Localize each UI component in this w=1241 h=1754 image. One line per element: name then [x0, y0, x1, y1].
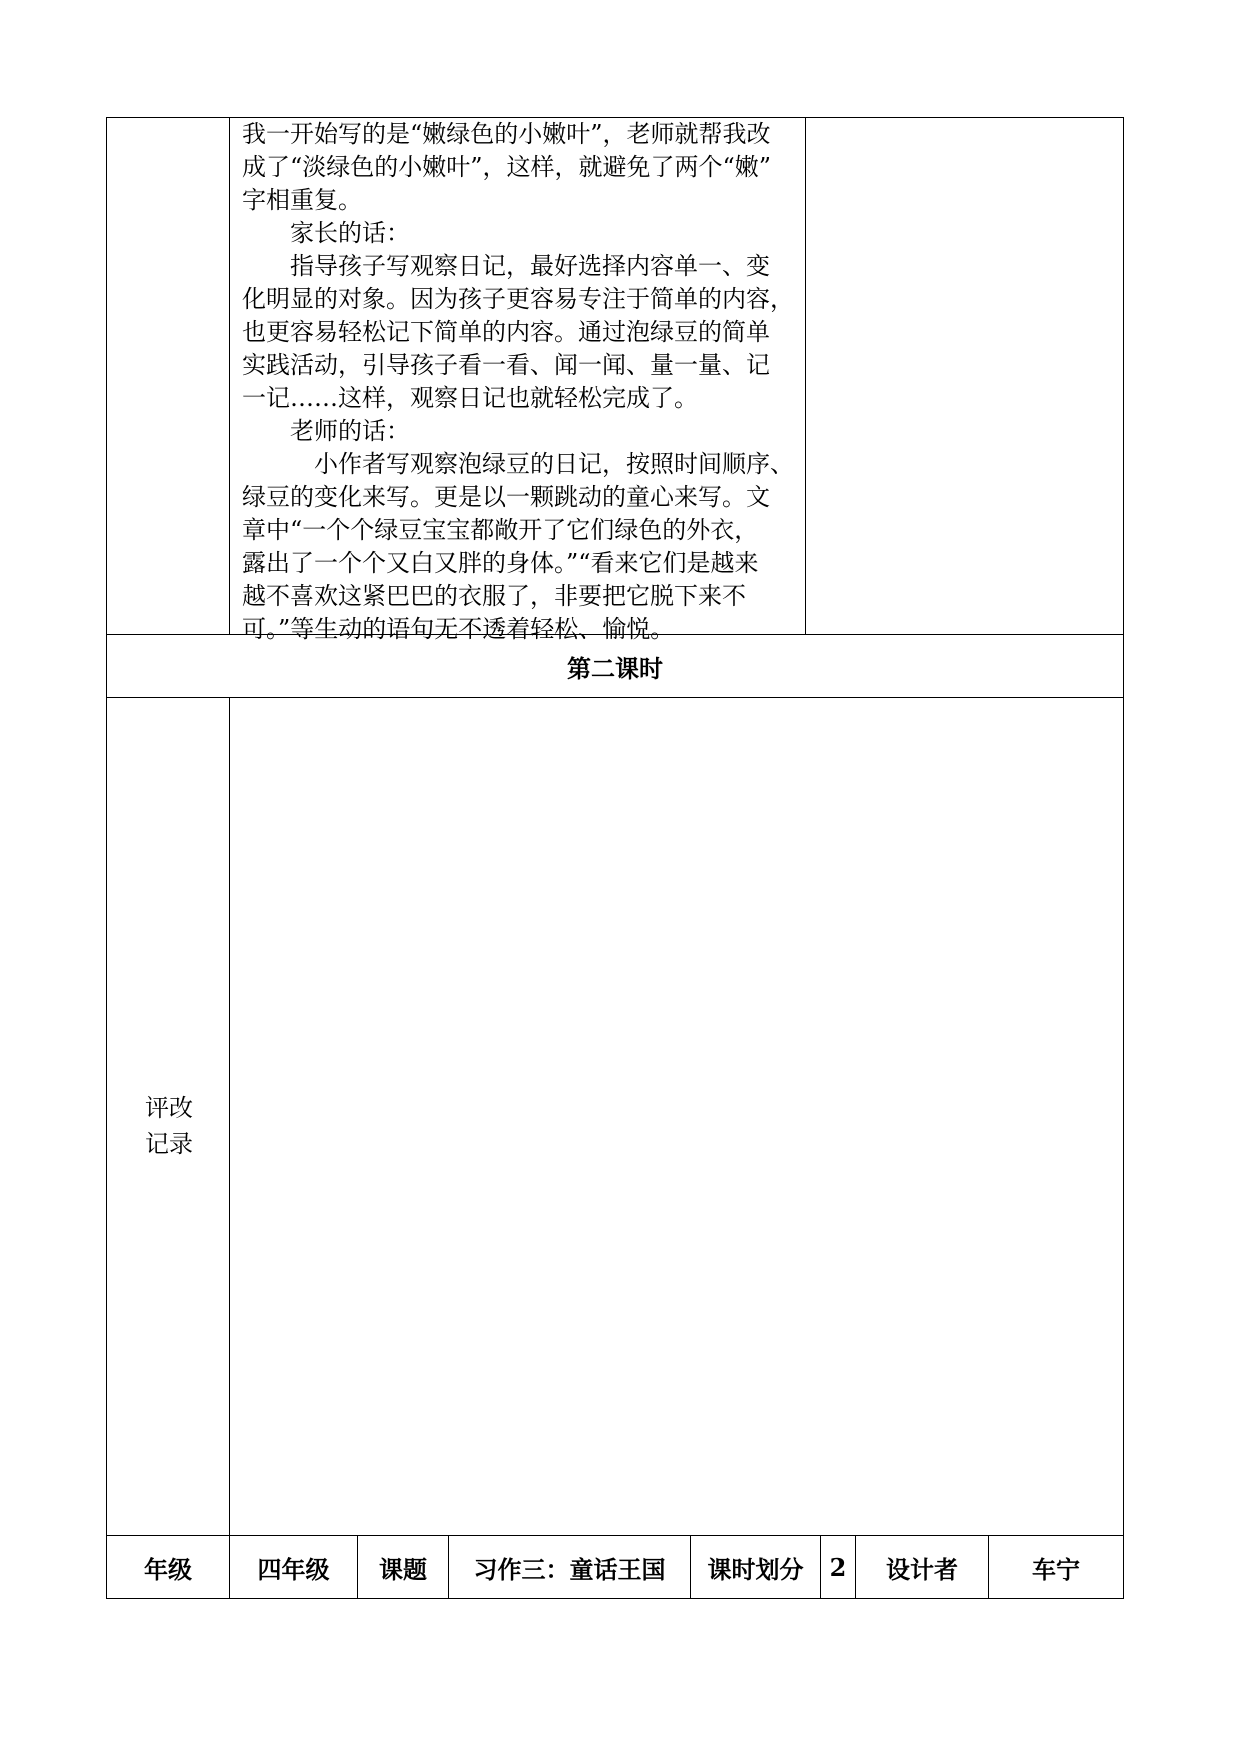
periods-label: 课时划分 — [707, 1554, 804, 1584]
continued-text — [242, 118, 802, 646]
table-border-right — [1123, 117, 1124, 1599]
col-divider-a — [229, 117, 230, 635]
designer-value: 车宁 — [1032, 1554, 1080, 1584]
topic-value: 习作三：童话王国 — [473, 1554, 666, 1584]
text-line: 也更容易轻松记下简单的内容。通过泡绿豆的简单 — [242, 318, 770, 346]
text-line: 我一开始写的是“嫩绿色的小嫩叶”，老师就帮我改 — [242, 120, 771, 148]
text-line: 越不喜欢这紧巴巴的衣服了，非要把它脱下来不 — [242, 582, 746, 610]
table-border-bottom — [106, 1598, 1124, 1599]
text-line: 成了“淡绿色的小嫩叶”，这样，就避免了两个“嫩” — [242, 153, 772, 181]
grade-value: 四年级 — [257, 1554, 330, 1584]
parent-heading: 家长的话： — [290, 219, 410, 247]
text-line: 字相重复。 — [242, 186, 362, 214]
text-line: 可。”等生动的语句无不透着轻松、愉悦。 — [242, 615, 675, 643]
designer-label: 设计者 — [886, 1554, 958, 1584]
topic-label: 课题 — [379, 1554, 427, 1584]
col-divider-b — [805, 117, 806, 635]
text-line: 实践活动，引导孩子看一看、闻一闻、量一量、记 — [242, 351, 770, 379]
periods-value: 2 — [829, 1552, 847, 1582]
row-divider-2 — [106, 697, 1124, 698]
teacher-heading: 老师的话： — [290, 417, 410, 445]
revision-label-line1: 评改 — [145, 1094, 193, 1122]
text-line: 章中“一个个绿豆宝宝都敞开了它们绿色的外衣， — [242, 516, 759, 544]
text-line: 小作者写观察泡绿豆的日记，按照时间顺序、 — [314, 450, 794, 478]
text-line: 指导孩子写观察日记，最好选择内容单一、变 — [290, 252, 770, 280]
text-line: 化明显的对象。因为孩子更容易专注于简单的内容， — [242, 285, 794, 313]
grade-label: 年级 — [144, 1554, 192, 1584]
text-line: 一记……这样，观察日记也就轻松完成了。 — [242, 384, 698, 412]
section-title: 第二课时 — [567, 653, 663, 683]
revision-label-line2: 记录 — [145, 1130, 193, 1158]
revision-record-label — [107, 1090, 231, 1162]
text-line: 露出了一个个又白又胖的身体。”“看来它们是越来 — [242, 549, 759, 577]
text-line: 绿豆的变化来写。更是以一颗跳动的童心来写。文 — [242, 483, 770, 511]
table-border-left — [106, 117, 107, 1599]
